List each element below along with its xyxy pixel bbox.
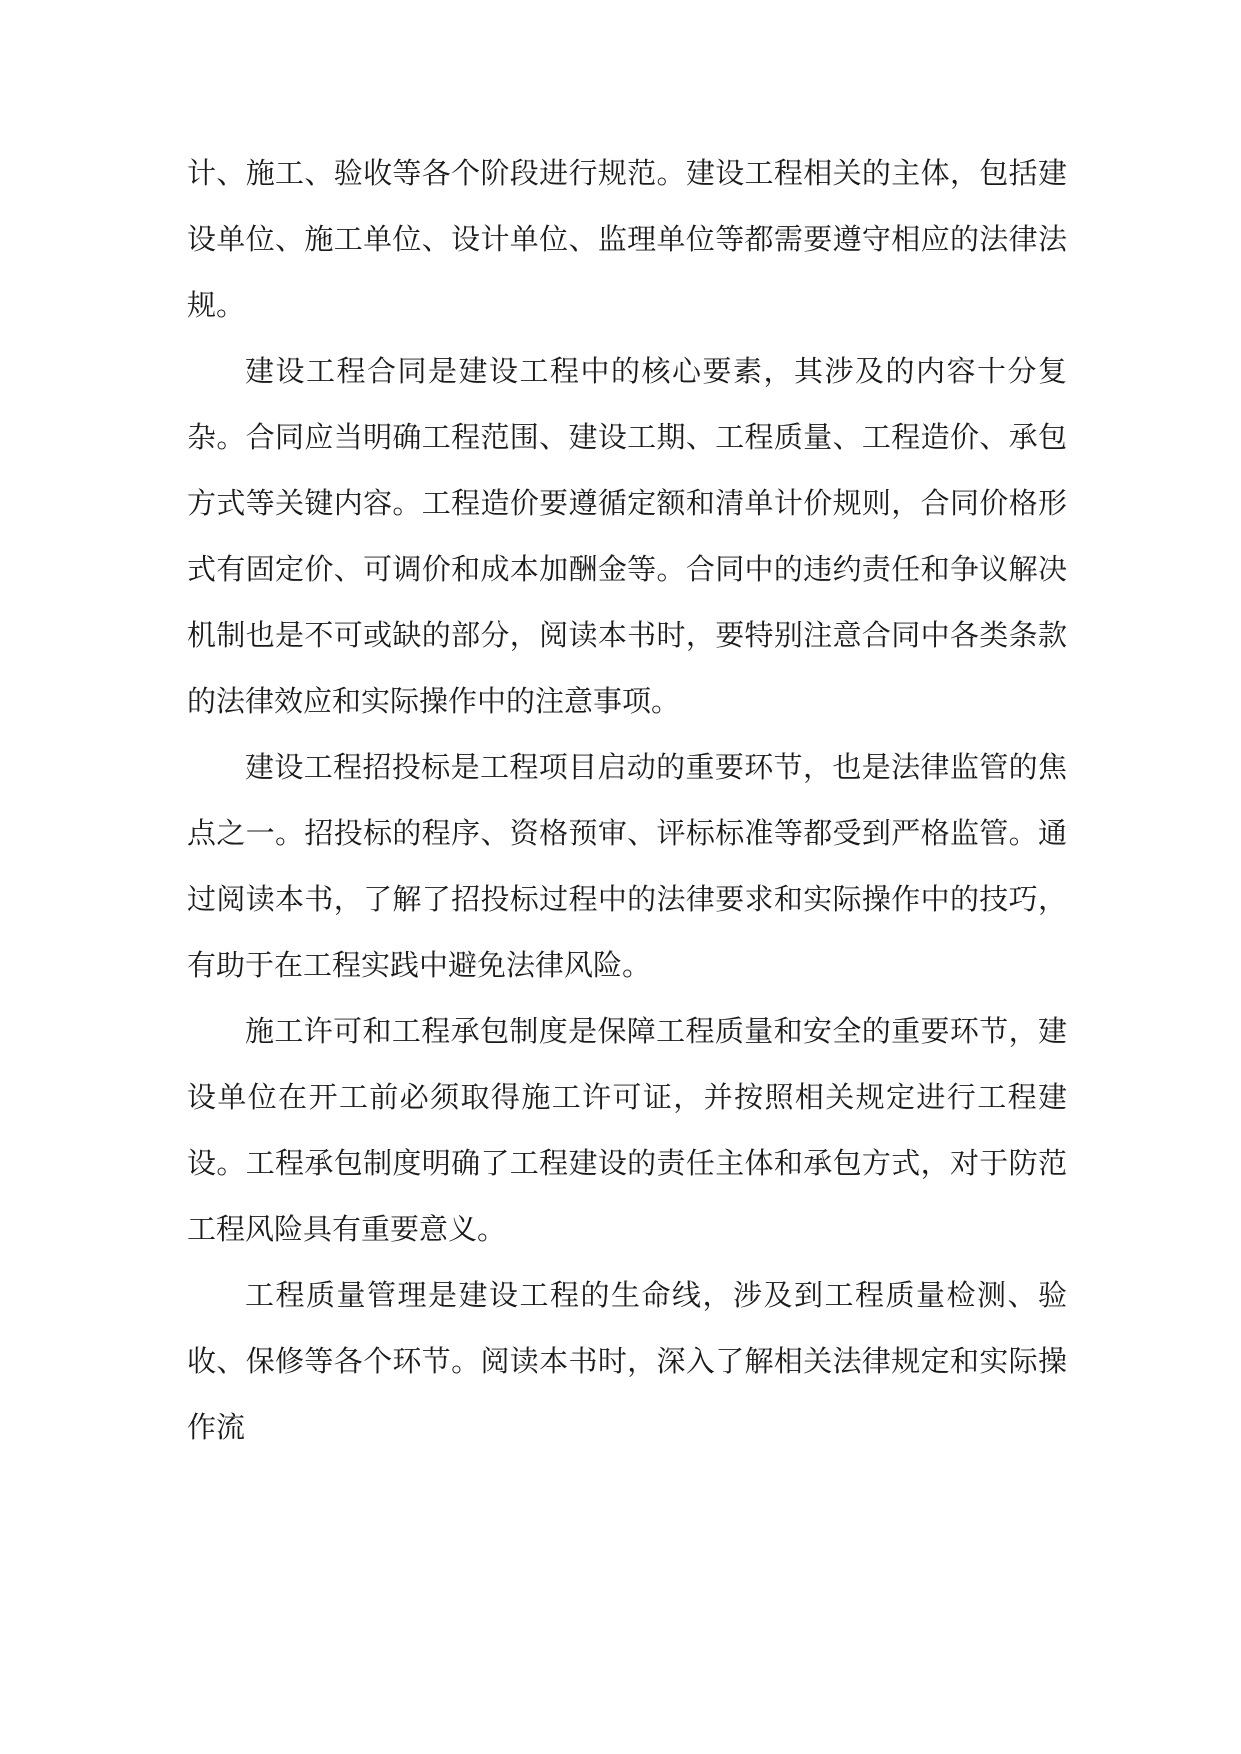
document-body bbox=[187, 140, 1067, 1460]
paragraph-bidding: 建设工程招投标是工程项目启动的重要环节，也是法律监管的焦点之一。招投标的程序、资格预审、评标标准等都受到严格监管。通过阅读本书，了解了招投标过程中的法律要求和实际操作中的技巧，有助于在工程实践中避免法律风险。 bbox=[187, 750, 1067, 982]
paragraph-quality-management: 工程质量管理是建设工程的生命线，涉及到工程质量检测、验收、保修等各个环节。阅读本书时，深入了解相关法律规定和实际操作流 bbox=[187, 1278, 1067, 1444]
paragraph-construction-permit: 施工许可和工程承包制度是保障工程质量和安全的重要环节，建设单位在开工前必须取得施工许可证，并按照相关规定进行工程建设。工程承包制度明确了工程建设的责任主体和承包方式，对于防范工程风险具有重要意义。 bbox=[187, 1014, 1067, 1246]
paragraph-construction-contract: 建设工程合同是建设工程中的核心要素，其涉及的内容十分复杂。合同应当明确工程范围、建设工期、工程质量、工程造价、承包方式等关键内容。工程造价要遵循定额和清单计价规则，合同价格形式有固定价、可调价和成本加酬金等。合同中的违约责任和争议解决机制也是不可或缺的部分，阅读本书时，要特别注意合同中各类条款的法律效应和实际操作中的注意事项。 bbox=[187, 354, 1067, 718]
paragraph-continuation: 计、施工、验收等各个阶段进行规范。建设工程相关的主体，包括建设单位、施工单位、设计单位、监理单位等都需要遵守相应的法律法规。 bbox=[187, 156, 1067, 322]
